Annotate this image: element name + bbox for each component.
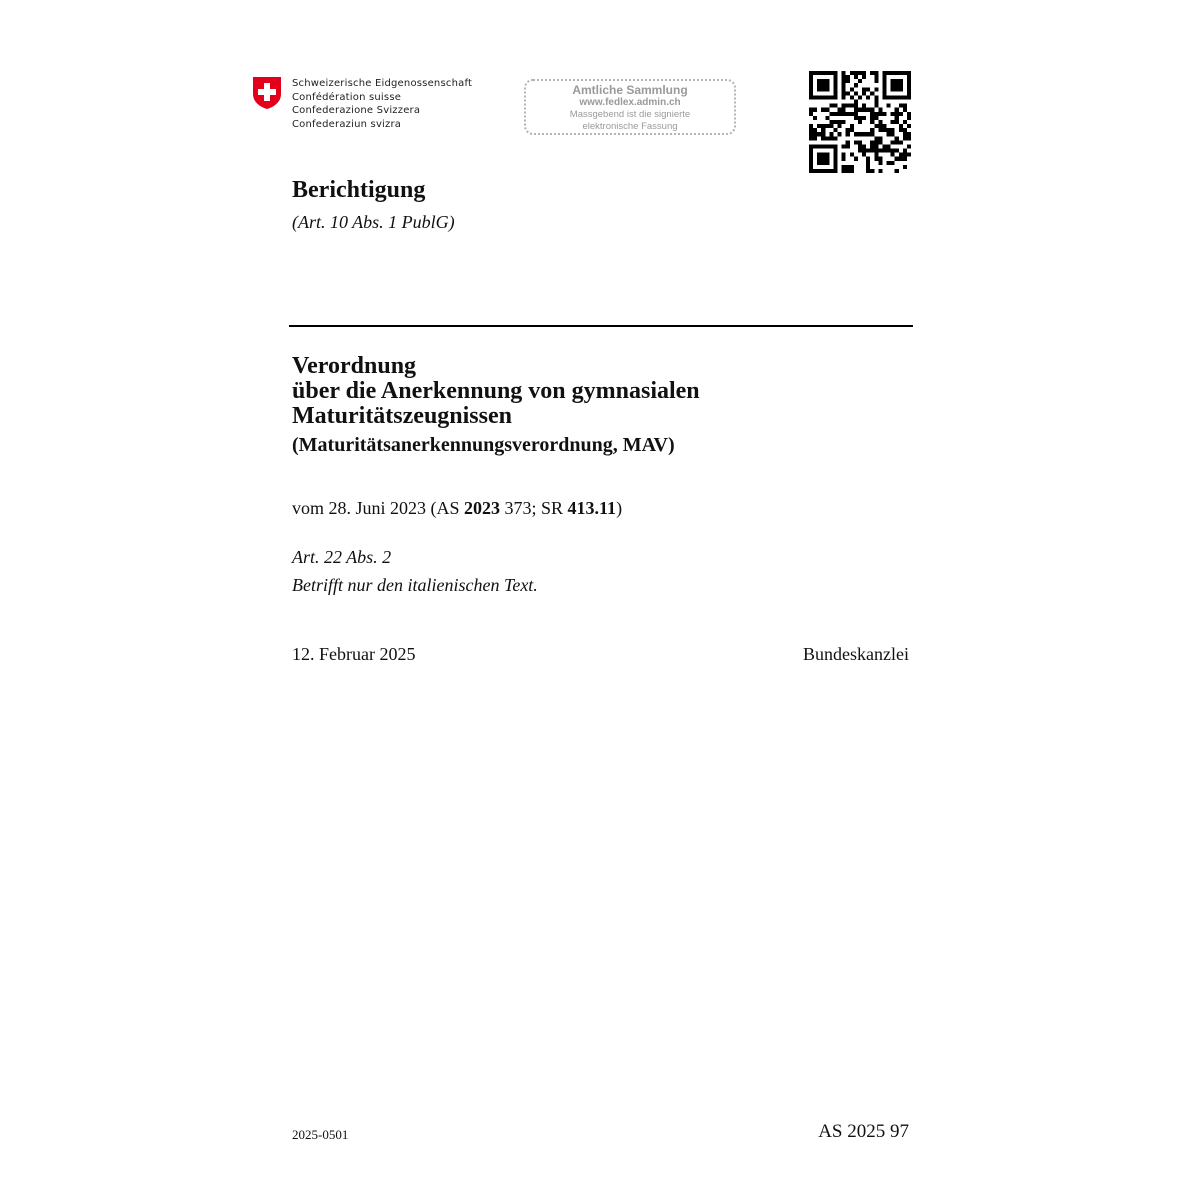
- title-line: über die Anerkennung von gymnasialen: [292, 378, 700, 404]
- document-number: 2025-0501: [292, 1127, 349, 1142]
- confederation-names: [292, 77, 472, 131]
- as-year: 2023: [464, 498, 501, 518]
- correction-note: Betrifft nur den italienischen Text.: [292, 575, 538, 595]
- official-citation: AS 2025 97: [818, 1121, 909, 1142]
- confed-name-rm: Confederaziun svizra: [292, 118, 402, 130]
- title-line: Verordnung: [292, 353, 417, 379]
- ordinance-short-title: (Maturitätsanerkennungsverordnung, MAV): [292, 434, 675, 456]
- ordinance-date-line: [292, 498, 622, 519]
- qr-code-icon: [809, 71, 911, 173]
- official-collection-stamp: [524, 79, 736, 135]
- swiss-coat-of-arms-icon: [252, 76, 282, 110]
- article-reference: Art. 22 Abs. 2: [292, 547, 392, 567]
- document-heading: Berichtigung: [292, 177, 426, 203]
- title-line: Maturitätszeugnissen: [292, 403, 512, 429]
- stamp-note-2: elektronische Fassung: [582, 120, 678, 132]
- confed-name-fr: Confédération suisse: [292, 91, 402, 103]
- ordinance-title: [292, 354, 700, 429]
- date-line-suffix: ): [616, 498, 623, 518]
- issuing-authority: Bundeskanzlei: [803, 644, 909, 664]
- stamp-title: Amtliche Sammlung: [572, 83, 688, 97]
- sr-number: 413.11: [567, 498, 617, 518]
- stamp-note-1: Massgebend ist die signierte: [569, 109, 691, 120]
- confed-name-it: Confederazione Svizzera: [292, 105, 421, 116]
- confed-name-de: Schweizerische Eidgenossenschaft: [292, 78, 473, 89]
- document-date: 12. Februar 2025: [292, 644, 416, 664]
- stamp-url: www.fedlex.admin.ch: [579, 97, 681, 108]
- date-line-prefix: vom 28. Juni 2023 (AS: [292, 498, 465, 518]
- heading-reference: (Art. 10 Abs. 1 PublG): [292, 212, 455, 232]
- separator-rule: [289, 325, 913, 327]
- date-line-mid: 373; SR: [500, 498, 568, 518]
